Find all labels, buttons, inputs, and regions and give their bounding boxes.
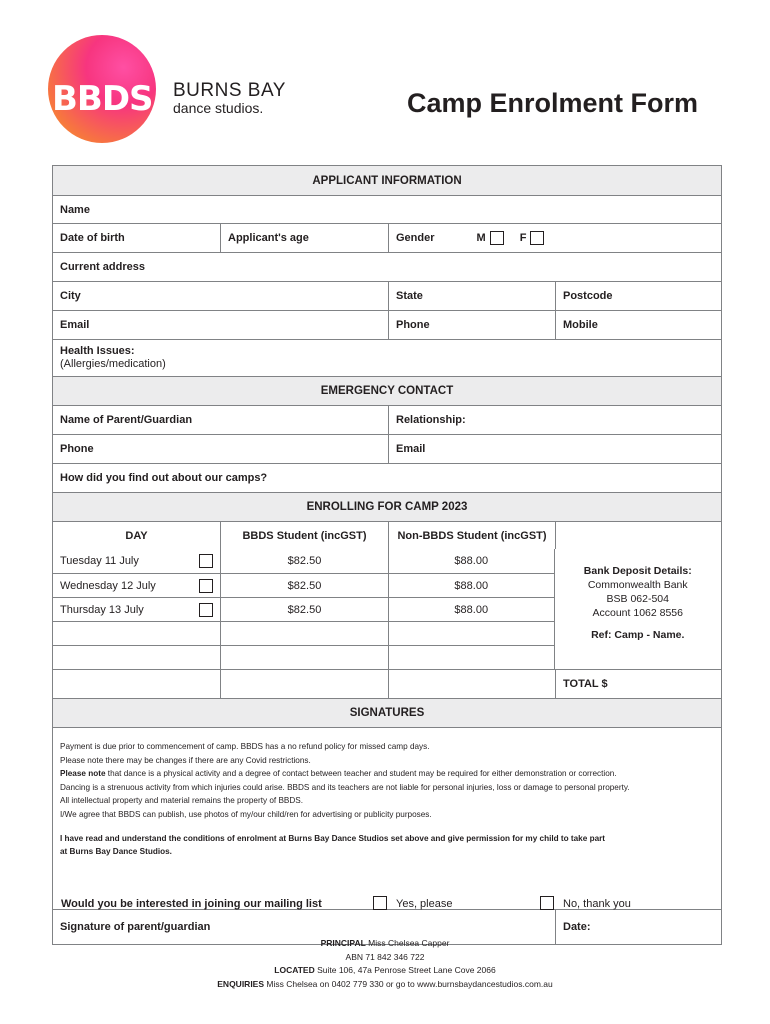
email-field[interactable]: Email: [60, 319, 90, 331]
phone-field[interactable]: Phone: [388, 311, 555, 339]
emergency-heading: EMERGENCY CONTACT: [53, 377, 721, 405]
col-non-bbds: Non-BBDS Student (incGST): [388, 522, 555, 549]
brand-subtitle: dance studios.: [173, 100, 264, 116]
camp-heading: ENROLLING FOR CAMP 2023: [53, 493, 721, 521]
total-field[interactable]: TOTAL $: [555, 670, 721, 698]
mailing-yes-label: Yes, please: [396, 898, 453, 910]
logo-mark: BBDS.: [52, 79, 165, 119]
footer: PRINCIPAL Miss Chelsea Capper ABN 71 842 346 722 LOCATED Suite 106, 47a Penrose Street Lane Cove 2066 ENQUIRIES Miss Chelsea on 0402 779 330 or go to www.burnsbaydancestudios.com.au: [217, 938, 553, 989]
health-field[interactable]: Health Issues: (Allergies/medication): [60, 345, 166, 370]
gender-field: Gender M F: [388, 224, 721, 252]
date-field[interactable]: Date:: [555, 910, 721, 944]
wednesday-checkbox[interactable]: [199, 579, 213, 593]
dob-field[interactable]: Date of birth: [60, 232, 125, 244]
postcode-field[interactable]: Postcode: [555, 282, 721, 310]
mobile-field[interactable]: Mobile: [555, 311, 721, 339]
parent-name-field[interactable]: Name of Parent/Guardian: [60, 414, 193, 426]
address-field[interactable]: Current address: [60, 261, 145, 273]
age-field[interactable]: Applicant's age: [220, 224, 388, 252]
camp-row: Wednesday 12 July $82.50 $88.00: [53, 573, 554, 597]
mailing-question: Would you be interested in joining our mailing list: [61, 898, 322, 910]
found-field[interactable]: How did you find out about our camps?: [60, 472, 268, 484]
applicant-heading: APPLICANT INFORMATION: [53, 166, 721, 195]
mailing-no-label: No, thank you: [563, 898, 631, 910]
state-field[interactable]: State: [388, 282, 555, 310]
brand-name: BURNS BAY: [173, 80, 286, 101]
thursday-checkbox[interactable]: [199, 603, 213, 617]
city-field[interactable]: City: [60, 290, 81, 302]
camp-row: [53, 621, 554, 645]
mailing-no-checkbox[interactable]: [540, 896, 554, 910]
name-field[interactable]: Name: [60, 203, 90, 216]
gender-m-checkbox[interactable]: [490, 231, 504, 245]
relationship-field[interactable]: Relationship:: [388, 406, 721, 434]
emergency-phone-field[interactable]: Phone: [60, 443, 94, 455]
col-day: DAY: [125, 529, 148, 542]
enrolment-form: [52, 165, 722, 945]
camp-row: Thursday 13 July $82.50 $88.00: [53, 597, 554, 621]
terms-text: Payment is due prior to commencement of camp. BBDS has a no refund policy for missed camp days. Please note there may be changes if there are any Covid restrictions. Please note that dance is a physical activity and a degree of contact between teacher and student may be required for either demonstration or correction. Dancing is a strenuous activity from which injuries could arise. BBDS and its teachers are not liable for personal injuries, loss or damage to personal property. All intellectual property and material remains the property of BBDS. I/We agree that BBDS can publish, use photos of my/our child/ren for advertising or publicity purposes. I have read and understand the conditions of enrolment at Burns Bay Dance Studios set above and give permission for my child to take part at Burns Bay Dance Studios.: [60, 742, 630, 857]
signature-field[interactable]: Signature of parent/guardian: [60, 921, 211, 933]
signatures-heading: SIGNATURES: [53, 699, 721, 727]
mailing-yes-checkbox[interactable]: [373, 896, 387, 910]
camp-row: Tuesday 11 July $82.50 $88.00: [53, 549, 554, 573]
camp-row: [53, 645, 554, 669]
emergency-email-field[interactable]: Email: [388, 435, 721, 463]
bank-details: Bank Deposit Details: Commonwealth Bank BSB 062-504 Account 1062 8556 Ref: Camp - Name.: [554, 549, 722, 669]
col-bbds: BBDS Student (incGST): [220, 522, 388, 549]
tuesday-checkbox[interactable]: [199, 554, 213, 568]
gender-f-checkbox[interactable]: [530, 231, 544, 245]
page-title: Camp Enrolment Form: [407, 88, 699, 118]
